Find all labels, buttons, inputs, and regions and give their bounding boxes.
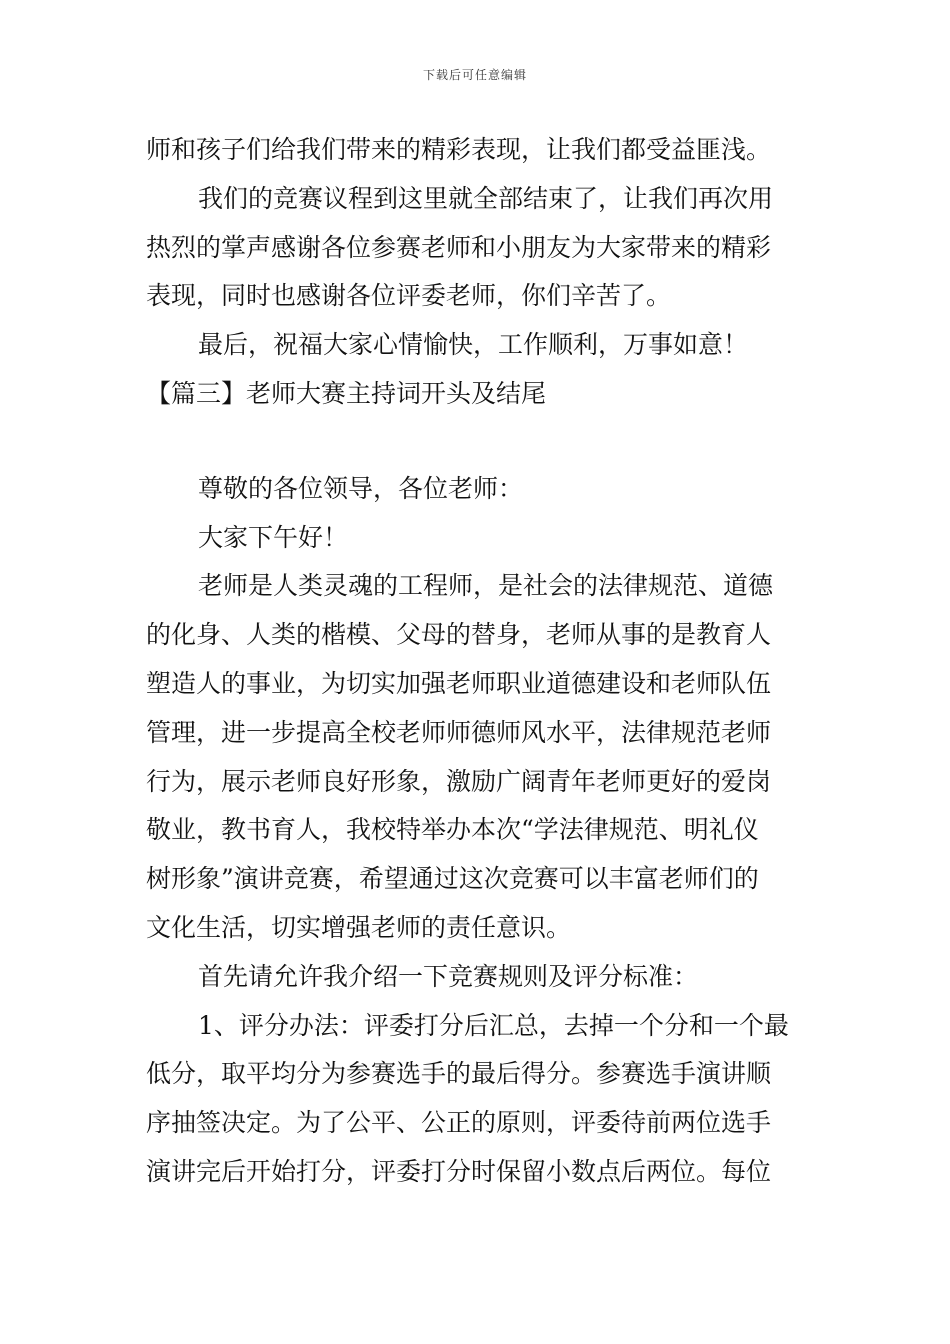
text-line: 表现，同时也感谢各位评委老师，你们辛苦了。 xyxy=(146,281,672,311)
page-header-note: 下载后可任意编辑 xyxy=(422,68,527,82)
text-line: 1、评分办法：评委打分后汇总，去掉一个分和一个最 xyxy=(198,1010,789,1040)
text-line: 文化生活，切实增强老师的责任意识。 xyxy=(146,912,572,942)
salutation-line: 尊敬的各位领导，各位老师： xyxy=(198,473,524,503)
text-line: 师和孩子们给我们带来的精彩表现，让我们都受益匪浅。 xyxy=(146,135,772,164)
section-heading: 【篇三】老师大赛主持词开头及结尾 xyxy=(146,378,547,408)
text-line: 的化身、人类的楷模、父母的替身，老师从事的是教育人 xyxy=(146,620,772,650)
text-line: 低分，取平均分为参赛选手的最后得分。参赛选手演讲顺 xyxy=(146,1059,772,1089)
text-line: 最后，祝福大家心情愉快，工作顺利，万事如意！ xyxy=(198,330,749,360)
text-line: 热烈的掌声感谢各位参赛老师和小朋友为大家带来的精彩 xyxy=(146,232,772,262)
text-line: 我们的竞赛议程到这里就全部结束了，让我们再次用 xyxy=(198,183,774,213)
text-line: 首先请允许我介绍一下竞赛规则及评分标准： xyxy=(198,961,699,991)
document-body xyxy=(146,126,808,1197)
greeting-line: 大家下午好！ xyxy=(198,522,349,552)
text-line: 演讲完后开始打分，评委打分时保留小数点后两位。每位 xyxy=(146,1156,772,1186)
text-line: 塑造人的事业，为切实加强老师职业道德建设和老师队伍 xyxy=(146,668,772,698)
text-line: 序抽签决定。为了公平、公正的原则，评委待前两位选手 xyxy=(146,1108,772,1138)
text-line: 树形象”演讲竞赛，希望通过这次竞赛可以丰富老师们的 xyxy=(146,864,759,894)
text-line: 管理，进一步提高全校老师师德师风水平，法律规范老师 xyxy=(146,717,772,747)
blank-gap xyxy=(146,419,808,465)
text-line: 老师是人类灵魂的工程师，是社会的法律规范、道德 xyxy=(198,571,774,601)
text-line: 行为，展示老师良好形象，激励广阔青年老师更好的爱岗 xyxy=(146,766,772,796)
text-line: 敬业，教书育人，我校特举办本次“学法律规范、明礼仪 xyxy=(146,815,759,845)
